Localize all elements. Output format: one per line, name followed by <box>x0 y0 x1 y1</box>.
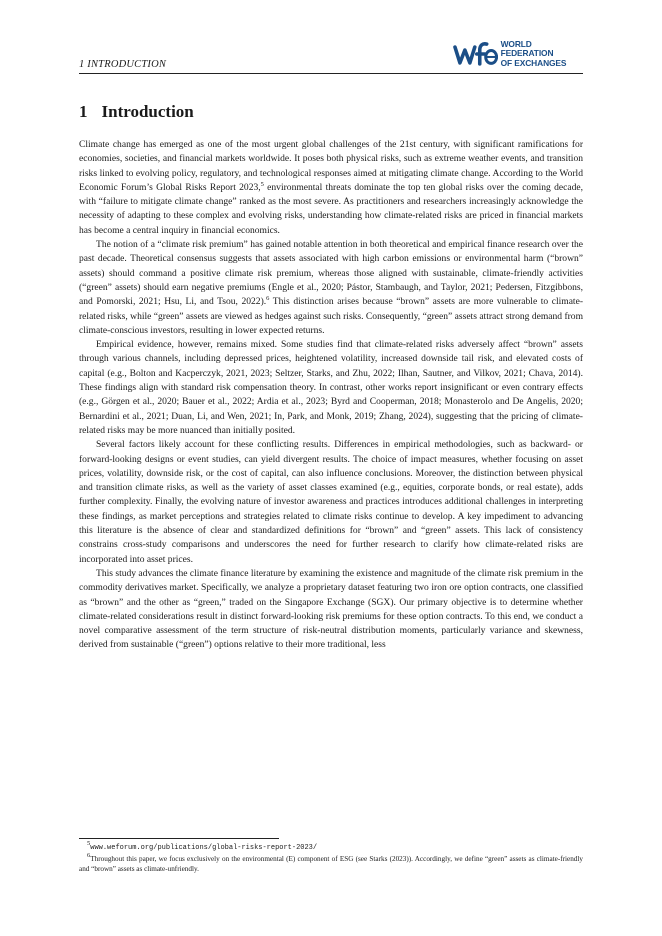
wfe-logo <box>452 38 586 70</box>
paragraph-4: Several factors likely account for these conflicting results. Differences in empirical methodologies, such as backward- or forward-looking designs or event studies, can yield divergent results. The choice of impact measures, whether focusing on asset prices, volatility, downside risk, or the cost of capital, can also influence conclusions. Moreover, the distinction between physical and transition climate risks, as well as the variety of asset classes examined (e.g., equities, corporate bonds, or real estate), adds further complexity. Finally, the evolving nature of investor awareness and practices introduces additional challenges in interpreting these findings, as market perceptions and strategies related to climate risks continue to develop. A key impediment to advancing this literature is the absence of clear and standardized definitions for “brown” and “green” assets. This lack of consistency constrains cross-study comparisons and underscores the need for further research to clarify how climate-related risks are incorporated into asset prices. <box>79 439 583 565</box>
section-number: 1 <box>79 102 88 121</box>
footnote-5-link[interactable]: www.weforum.org/publications/global-risks-report-2023/ <box>90 844 318 852</box>
paragraph-2-part-a: The notion of a “climate risk premium” has gained notable attention in both theoretical and empirical finance research over the past decade. Theoretical consensus suggests that assets associated with high carbon emissions or environmental harm (“brown” assets) should command a positive climate risk premium, whereas those aligned with sustainable, climate-friendly activities (“green” assets) should earn negative premiums (Engle et al., 2020; Pástor, Stambaugh, and Taylor, 2021; Pedersen, Fitzgibbons, and Pomorski, 2021; Hsu, Li, and Tsou, 2022). <box>79 239 583 308</box>
logo-line-2: OF EXCHANGES <box>500 57 567 68</box>
paragraph-2-part-b: This distinction arises because “brown” assets are more vulnerable to climate-related risks, while “green” assets are viewed as hedges against such risks. Consequently, “green” assets attract strong demand from climate-conscious investors, resulting in lower expected returns. <box>79 296 584 336</box>
logo-line-1: WORLD FEDERATION <box>500 38 554 59</box>
paragraph-5: This study advances the climate finance literature by examining the existence and magnitude of the climate risk premium in the commodity derivatives market. Specifically, we analyze a proprietary dataset featuring two iron ore option contracts, one classified as “brown” and the other as “green,” traded on the Singapore Exchange (SGX). Our primary objective is to determine whether climate-related considerations result in distinct forward-looking risk premiums for these option contracts. To this end, we conduct a novel comparative assessment of the term structure of risk-neutral distribution moments, particularly variance and skewness, derived from sustainable (“green”) options relative to their more traditional, less <box>79 567 583 651</box>
paragraph-1-part-b: environmental threats dominate the top ten global risks over the coming decade, with “failure to mitigate climate change” ranked as the most severe. As practitioners and researchers increasingly acknowledge the necessity of adapting to these complex and evolving risks, understanding how climate-related risks are priced in financial markets has become a central inquiry in financial economics. <box>79 181 584 236</box>
footnote-ref-6: 6 <box>266 295 270 303</box>
paragraph-1-part-a: Climate change has emerged as one of the most urgent global challenges of the 21st century, with significant ramifications for economies, societies, and financial markets worldwide. It poses both physical risks, such as extreme weather events, and transition risks linked to evolving policy, regulatory, and technological responses aimed at mitigating climate change. According to the World Economic Forum’s Global Risks Report 2023, <box>79 139 583 193</box>
footnote-6 <box>79 851 583 875</box>
paragraph-3: Empirical evidence, however, remains mixed. Some studies find that climate-related risks adversely affect “brown” assets through various channels, including depressed prices, heightened volatility, increased downside tail risk, and elevated costs of capital (e.g., Bolton and Kacperczyk, 2021, 2023; Seltzer, Starks, and Zhu, 2022; Ilhan, Sautner, and Vilkov, 2021; Chava, 2014). These findings align with standard risk compensation theory. In contrast, other works report insignificant or even contrary effects (e.g., Görgen et al., 2020; Bauer et al., 2022; Ardia et al., 2023; Byrd and Cooperman, 2018; Monasterolo and De Angelis, 2020; Bernardini et al., 2021; Duan, Li, and Wen, 2021; In, Park, and Monk, 2019; Zhang, 2024), suggesting that the pricing of climate-related risks may be more nuanced than initially posited. <box>79 339 583 436</box>
footnote-ref-5: 5 <box>260 180 264 188</box>
footnote-6-mark: 6 <box>87 851 91 859</box>
wfe-logo-mark-icon <box>452 38 498 70</box>
section-title <box>79 102 194 122</box>
header-rule <box>79 73 583 74</box>
body-text <box>79 138 583 653</box>
footnote-5-mark: 5 <box>87 840 91 847</box>
section-title-text: Introduction <box>101 102 194 121</box>
paragraph-2 <box>79 238 583 338</box>
footnote-6-text: Throughout this paper, we focus exclusively on the environmental (E) component of ESG (see Starks (2023)). Accordingly, we define “green” assets as climate-friendly and “brown” assets as climate-unfriendly. <box>79 854 583 874</box>
footnote-rule <box>79 838 279 839</box>
running-head: 1 INTRODUCTION <box>79 59 167 70</box>
footnote-5 <box>79 842 583 854</box>
footnotes <box>79 842 583 875</box>
paragraph-1 <box>79 138 583 238</box>
